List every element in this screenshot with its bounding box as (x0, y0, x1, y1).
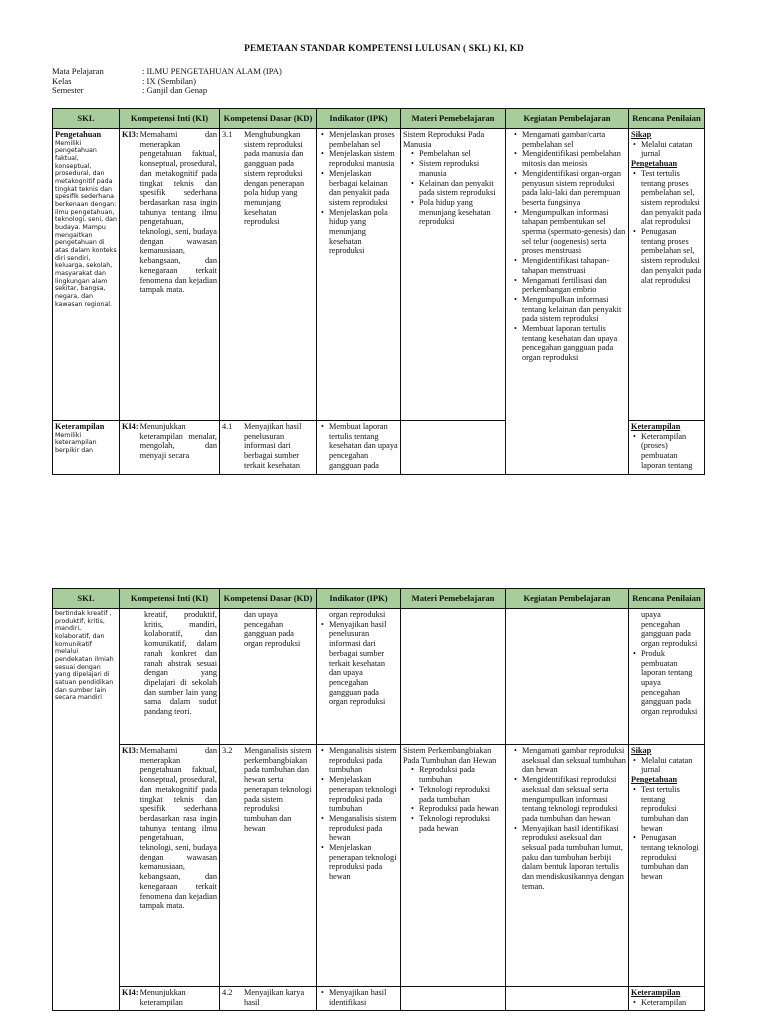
document-title: PEMETAAN STANDAR KOMPETENSI LULUSAN ( SKL) KI, KD (244, 44, 524, 54)
skl-cell (53, 609, 120, 1011)
mapping-table-2 (52, 588, 705, 1011)
meta-row-semester (52, 86, 282, 96)
list-item: • Membuat laporan tertulis tentang kesehatan dan upaya pencegahan gangguan pada (319, 422, 398, 471)
materi-cell (401, 129, 506, 421)
header-rencana: Rencana Penilaian (629, 589, 705, 609)
list-item: • Reproduksi pada tumbuhan (409, 765, 503, 784)
list-item: • Teknologi reproduksi pada tumbuhan (409, 785, 503, 804)
rencana-cell (629, 129, 705, 421)
ipk-cell (317, 987, 401, 1011)
list-item: • Mengidentifikasi tahapan-tahapan menstruasi (512, 256, 626, 275)
kd-cell (220, 745, 317, 987)
kegiatan-cell (506, 129, 629, 475)
rencana-sikap-heading: Sikap (631, 130, 652, 139)
list-item: • Melalui catatan jurnal (631, 756, 702, 775)
list-item: • Pembelahan sel (409, 149, 503, 159)
list-item: • Melalui catatan jurnal (631, 140, 702, 159)
skl-heading: Pengetahuan (55, 130, 102, 139)
list-item: • Penugasan tentang teknologi reproduksi tumbuhan dan hewan (631, 833, 702, 882)
header-skl: SKL (53, 589, 120, 609)
ki-text: Menunjukkan keterampilan menalar, mengolah, dan menyaji secara (139, 422, 217, 461)
skl-cell (53, 421, 120, 475)
list-item: • Mengamati gambar/carta pembelahan sel (512, 130, 626, 149)
meta-label: Mata Pelajaran (52, 66, 104, 76)
materi-title: Sistem Perkembangbiakan Pada Tumbuhan dan Hewan (403, 746, 497, 765)
ipk-cell (317, 745, 401, 987)
meta-value: : Ganjil dan Genap (142, 85, 208, 96)
kd-cell (220, 609, 317, 745)
kegiatan-cell (506, 745, 629, 987)
list-item: • Mengidentifikasi organ-organ penyusun sistem reproduksi pada laki-laki dan perempuan beserta fungsinya (512, 169, 626, 208)
ki-number: KI3: (122, 130, 139, 139)
ipk-continued: organ reproduksi (329, 610, 386, 619)
list-item: • Produk pembuatan laporan tentang upaya pencegahan gangguan pada organ reproduksi (631, 649, 702, 717)
list-item: • Kelainan dan penyakit pada sistem reproduksi (409, 179, 503, 198)
kd-text: dan upaya pencegahan gangguan pada organ reproduksi (244, 610, 301, 649)
skl-text: Memiliki pengetahuan faktual, konseptual, prosedural, dan metakognitif pada tingkat teknis dan spesifik sederhana berkenaan dengan: ilmu pengetahuan, teknologi, seni, dan budaya. Mampu mengaitkan pengetahuan di atas dalam konteks diri sendiri, keluarga, sekolah, masyarakat dan lingkungan alam sekitar, bangsa, negara, dan kawasan regional. (55, 139, 117, 308)
list-item: • Menjelaskan penerapan teknologi reproduksi pada tumbuhan (319, 775, 398, 814)
table-row (53, 745, 705, 987)
list-item: • Menyajikan hasil penelusuran informasi dari berbagai sumber terkait kesehatan dan upaya pencegahan gangguan pada organ reproduksi (319, 620, 398, 707)
list-item: • Test tertulis tentang reproduksi tumbuhan dan hewan (631, 785, 702, 834)
skl-cell (53, 129, 120, 421)
header-skl: SKL (53, 109, 120, 129)
list-item: • Menjelaskan pola hidup yang menunjang kesehatan reproduksi (319, 208, 398, 257)
header-materi: Materi Pemebelajaran (401, 589, 506, 609)
header-ipk: Indikator (IPK) (317, 109, 401, 129)
kd-text: Menghubungkan sistem reproduksi pada manusia dan gangguan pada sistem reproduksi dengan penerapan pola hidup yang menunjang kesehatan reproduksi (244, 130, 305, 227)
skl-heading: Keterampilan (55, 422, 105, 431)
ki-cell (120, 745, 220, 987)
ipk-cell (317, 609, 401, 745)
materi-cell (401, 987, 506, 1011)
list-item: • Keterampilan (631, 998, 702, 1008)
ki-text: Menunjukkan keterampilan (139, 988, 186, 1007)
list-item: • Mengamati fertilisasi dan perkembangan embrio (512, 276, 626, 295)
list-item: • Test tertulis tentang proses pembelahan sel, sistem reproduksi dan penyakit pada alat reproduksi (631, 169, 702, 227)
materi-title: Sistem Reproduksi Pada Manusia (403, 130, 485, 149)
kd-number: 3.2 (222, 746, 233, 755)
ki-text: Memahami dan menerapkan pengetahuan faktual, konseptual, prosedural, dan metakognitif pada tingkat teknis dan spesifik sederhana berdasarkan rasa ingin tahunya tentang ilmu pengetahuan, teknologi, seni, budaya dengan wawasan kemanusiaan, kebangsaan, dan kenegaraan terkait fenomena dan kejadian tampak mata. (139, 746, 217, 911)
list-item: • Menganalisis sistem reproduksi pada hewan (319, 814, 398, 843)
rencana-cell (629, 745, 705, 987)
kd-cell (220, 421, 317, 475)
ki-text: Memahami dan menerapkan pengetahuan faktual, konseptual, prosedural, dan metakognitif pada tingkat teknis dan spesifik sederhana berdasarkan rasa ingin tahunya tentang ilmu pengetahuan, teknologi, seni, budaya dengan wawasan kemanusiaan, kebangsaan, dan kenegaraan terkait fenomena dan kejadian tampak mata. (139, 130, 217, 295)
kd-text: Menyajikan karya hasil (244, 988, 305, 1007)
ipk-cell (317, 421, 401, 475)
kd-number: 4.1 (222, 422, 233, 431)
skl-text: Memiliki keterampilan berpikir dan (55, 431, 97, 455)
table-header-row (53, 589, 705, 609)
list-item: • Menyajikan hasil identifikasi (319, 988, 398, 1007)
list-item: • Menjelaskan proses pembelahan sel (319, 130, 398, 149)
header-materi: Materi Pemebelajaran (401, 109, 506, 129)
header-kd: Kompetensi Dasar (KD) (220, 589, 317, 609)
kd-cell (220, 987, 317, 1011)
list-item: • Pola hidup yang menunjang kesehatan reproduksi (409, 198, 503, 227)
rencana-pengetahuan-heading: Pengetahuan (631, 159, 678, 169)
ki-cell (120, 987, 220, 1011)
list-item: • Menjelaskan berbagai kelainan dan penyakit pada sistem reproduksi (319, 169, 398, 208)
rencana-keterampilan-heading: Keterampilan (631, 988, 681, 997)
header-rencana: Rencana Penilaian (629, 109, 705, 129)
table-row (53, 987, 705, 1011)
list-item: • Menganalisis sistem reproduksi pada tumbuhan (319, 746, 398, 775)
list-item: • Mengumpulkan informasi tahapan pembentukan sel sperma (spermato-genesis) dan sel telur (oogenesis) serta proses menstruasi (512, 208, 626, 257)
list-item: • Membuat laporan tertulis tentang kesehatan dan upaya pencegahan gangguan pada organ reproduksi (512, 324, 626, 363)
rencana-cell (629, 987, 705, 1011)
list-item: • Teknologi reproduksi pada hewan (409, 814, 503, 833)
list-item: • Menyajikan hasil identifikasi reproduksi aseksual dan seksual pada tumbuhan lumut, paku dan tumbuhan berbiji dalam bentuk laporan tertulis dan mendiskusikannya dengan teman. (512, 824, 626, 892)
rencana-continued: upaya pencegahan gangguan pada organ reproduksi (641, 610, 698, 649)
list-item: • Mengumpulkan informasi tentang kelainan dan penyakit pada sistem reproduksi (512, 295, 626, 324)
list-item: • Reproduksi pada hewan (409, 804, 503, 814)
list-item: • Mengidentifikasi reproduksi aseksual dan seksual serta mengumpulkan informasi tentang teknologi reproduksi pada tumbuhan dan hewan (512, 775, 626, 824)
meta-label: Kelas (52, 75, 72, 86)
rencana-cell (629, 609, 705, 745)
rencana-pengetahuan-heading: Pengetahuan (631, 775, 678, 785)
ki-cell (120, 609, 220, 745)
list-item: • Menjelaskan sistem reproduksi manusia (319, 149, 398, 168)
header-kegiatan: Kegiatan Pembelajaran (506, 589, 629, 609)
rencana-cell (629, 421, 705, 475)
materi-cell (401, 745, 506, 987)
list-item: • Menjelaskan penerapan teknologi reproduksi pada hewan (319, 843, 398, 882)
list-item: • Mengamati gambar reproduksi aseksual dan seksual tumbuhan dan hewan (512, 746, 626, 775)
header-ipk: Indikator (IPK) (317, 589, 401, 609)
ki-text: kreatif, produktif, kritis, mandiri, kolaboratif, dan komunikatif, dalam ranah konkret dan ranah abstrak sesuai dengan yang dipelajari di sekolah dan sumber lain yang sama dalam sudut pandang teori. (144, 610, 217, 717)
ipk-cell (317, 129, 401, 421)
table-row (53, 129, 705, 421)
ki-cell (120, 129, 220, 421)
kegiatan-cell (506, 987, 629, 1011)
table-header-row (53, 109, 705, 129)
meta-label: Semester (52, 85, 84, 96)
header-ki: Kompetensi Inti (KI) (120, 589, 220, 609)
materi-cell (401, 609, 506, 745)
kd-cell (220, 129, 317, 421)
ki-number: KI3: (122, 746, 139, 755)
mapping-table-1 (52, 108, 705, 475)
list-item: • Mengidentifikasi pembelahan mitosis dan meiosis (512, 149, 626, 168)
meta-value: : ILMU PENGETAHUAN ALAM (IPA) (142, 66, 282, 76)
skl-text: bertindak kreatif , produktif, kritis, mandiri, kolaboratif, dan komunikatif melalui pendekatan ilmiah sesuai dengan yang dipelajari di satuan pendidikan dan sumber lain secara mandiri (55, 610, 114, 702)
rencana-sikap-heading: Sikap (631, 746, 652, 755)
meta-value: : IX (Sembilan) (142, 75, 196, 86)
rencana-keterampilan-heading: Keterampilan (631, 422, 681, 431)
list-item: • Penugasan tentang proses pembelahan sel, sistem reproduksi dan penyakit pada alat reproduksi (631, 227, 702, 285)
header-ki: Kompetensi Inti (KI) (120, 109, 220, 129)
list-item: • Sistem reproduksi manusia (409, 159, 503, 178)
kd-text: Menyajikan hasil penelusuran informasi dari berbagai sumber terkait kesehatan (244, 422, 302, 470)
materi-cell (401, 421, 506, 475)
document-meta (52, 67, 282, 96)
table-row (53, 609, 705, 745)
kegiatan-cell (506, 609, 629, 745)
kd-number: 3.1 (222, 130, 233, 139)
ki-cell (120, 421, 220, 475)
header-kegiatan: Kegiatan Pembelajaran (506, 109, 629, 129)
kd-number: 4.2 (222, 988, 233, 997)
list-item: • Keterampilan (proses) pembuatan laporan tentang (631, 432, 702, 471)
kd-text: Menganalisis sistem perkembangbiakan pada tumbuhan dan hewan serta penerapan teknologi pada sistem reproduksi tumbuhan dan hewan (244, 746, 312, 833)
ki-number: KI4: (122, 988, 139, 997)
header-kd: Kompetensi Dasar (KD) (220, 109, 317, 129)
ki-number: KI4: (122, 422, 139, 431)
